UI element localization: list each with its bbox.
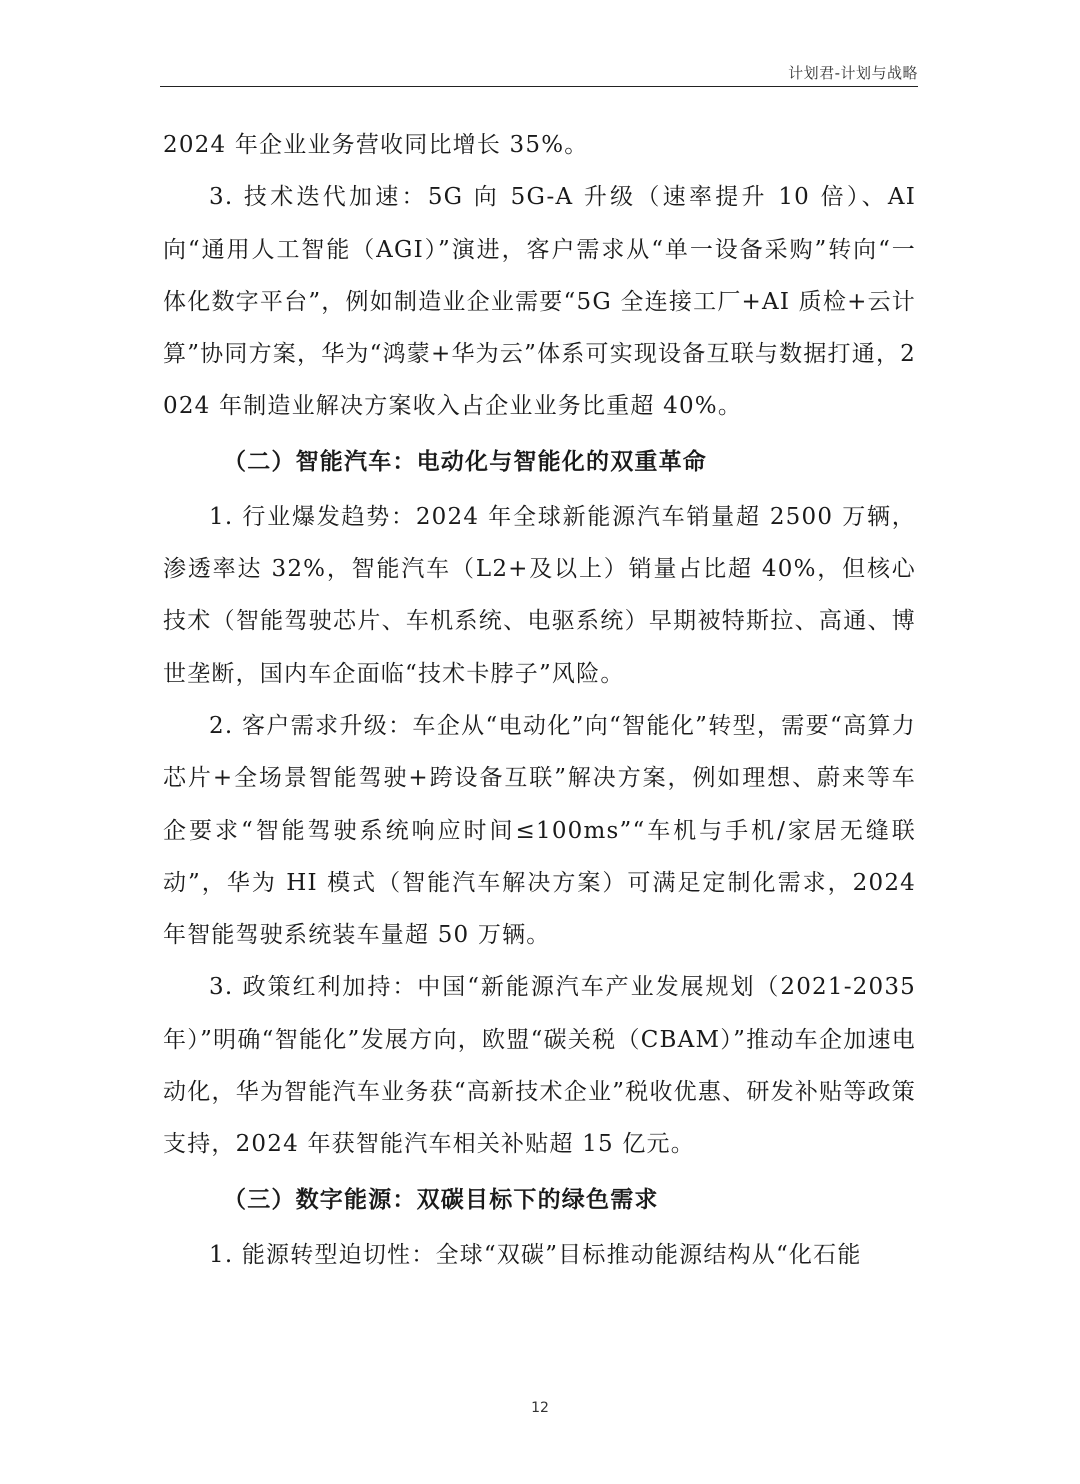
paragraph-energy-transition: 1. 能源转型迫切性：全球“双碳”目标推动能源结构从“化石能 bbox=[209, 1241, 862, 1268]
page-header bbox=[160, 52, 918, 87]
paragraph-industry-trend: 1. 行业爆发趋势：2024 年全球新能源汽车销量超 2500 万辆，渗透率达 32%，智能汽车（L2+及以上）销量占比超 40%，但核心技术（智能驾驶芯片、车机系统、电驱系统）早期被特斯拉、高通、博世垄断，国内车企面临“技术卡脖子”风险。 bbox=[163, 503, 916, 687]
page-number: 12 bbox=[531, 1400, 549, 1416]
paragraph-policy-support: 3. 政策红利加持：中国“新能源汽车产业发展规划（2021-2035年）”明确“智能化”发展方向，欧盟“碳关税（CBAM）”推动车企加速电动化，华为智能汽车业务获“高新技术企业”税收优惠、研发补贴等政策支持，2024 年获智能汽车相关补贴超 15 亿元。 bbox=[163, 974, 916, 1158]
section-heading-smart-car: （二）智能汽车：电动化与智能化的双重革命 bbox=[223, 447, 707, 475]
paragraph-tech-iteration: 3. 技术迭代加速：5G 向 5G-A 升级（速率提升 10 倍）、AI 向“通用人工智能（AGI）”演进，客户需求从“单一设备采购”转向“一体化数字平台”，例如制造业企业需要“5G 全连接工厂+AI 质检+云计算”协同方案，华为“鸿蒙+华为云”体系可实现设备互联与数据打通，2024 年制造业解决方案收入占企业业务比重超 40%。 bbox=[163, 184, 916, 420]
paragraph-customer-demand: 2. 客户需求升级：车企从“电动化”向“智能化”转型，需要“高算力芯片+全场景智能驾驶+跨设备互联”解决方案，例如理想、蔚来等车企要求“智能驾驶系统响应时间≤100ms”“车机与手机/家居无缝联动”，华为 HI 模式（智能汽车解决方案）可满足定制化需求，2024 年智能驾驶系统装车量超 50 万辆。 bbox=[163, 712, 916, 949]
header-title: 计划君-计划与战略 bbox=[788, 64, 918, 82]
paragraph-revenue-growth: 2024 年企业业务营收同比增长 35%。 bbox=[163, 132, 589, 158]
document-body bbox=[163, 119, 916, 1281]
section-heading-digital-energy: （三）数字能源：双碳目标下的绿色需求 bbox=[223, 1185, 659, 1213]
